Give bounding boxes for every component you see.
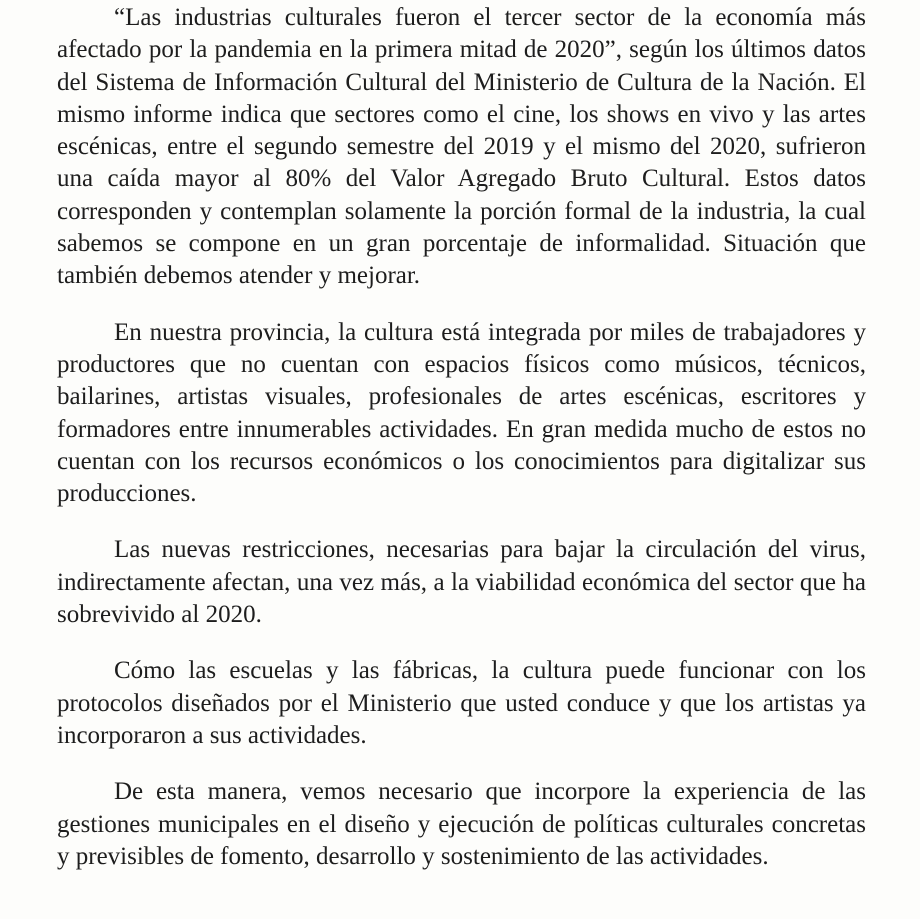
paragraph-4: Cómo las escuelas y las fábricas, la cultura puede funcionar con los protocolos diseñados por el Ministerio que usted conduce y que los artistas ya incorporaron a sus actividades. [57,657,866,749]
paragraph-1: “Las industrias culturales fueron el tercer sector de la economía más afectado por la pandemia en la primera mitad de 2020”, según los últimos datos del Sistema de Información Cultural del Ministerio de Cultura de la Nación. El mismo informe indica que sectores como el cine, los shows en vivo y las artes escénicas, entre el segundo semestre del 2019 y el mismo del 2020, sufrieron una caída mayor al 80% del Valor Agregado Bruto Cultural. Estos datos corresponden y contemplan solamente la porción formal de la industria, la cual sabemos se compone en un gran porcentaje de informalidad. Situación que también debemos atender y mejorar. [57,4,866,290]
paragraph-2: En nuestra provincia, la cultura está integrada por miles de trabajadores y productores que no cuentan con espacios físicos como músicos, técnicos, bailarines, artistas visuales, profesionales de artes escénicas, escritores y formadores entre innumerables actividades. En gran medida mucho de estos no cuentan con los recursos económicos o los conocimientos para digitalizar sus producciones. [57,318,866,508]
document-page [57,2,866,897]
paragraph-5: De esta manera, vemos necesario que incorpore la experiencia de las gestiones municipales en el diseño y ejecución de políticas culturales concretas y previsibles de fomento, desarrollo y sostenimiento de las actividades. [57,778,866,870]
paragraph-3: Las nuevas restricciones, necesarias para bajar la circulación del virus, indirectamente afectan, una vez más, a la viabilidad económica del sector que ha sobrevivido al 2020. [57,536,866,629]
